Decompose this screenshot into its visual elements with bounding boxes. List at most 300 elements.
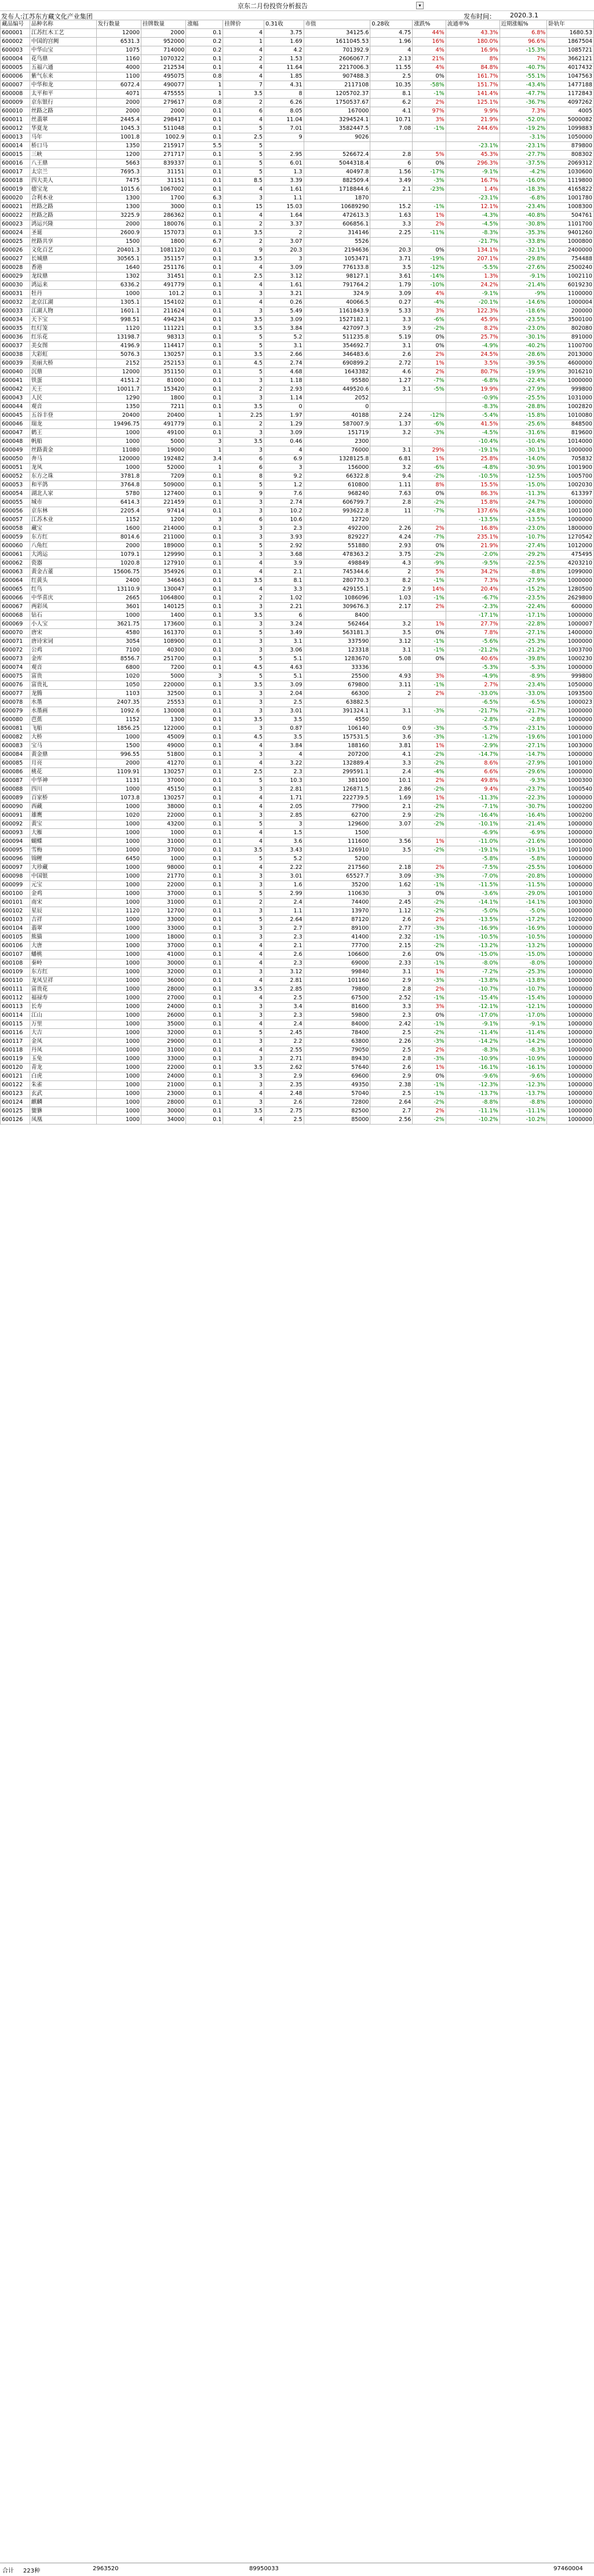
table-cell[interactable]: 4.93 — [370, 672, 413, 681]
table-cell[interactable]: 2.24 — [370, 412, 413, 420]
table-cell[interactable]: 49.8% — [446, 777, 500, 785]
table-cell[interactable]: 829227 — [304, 533, 370, 542]
table-cell[interactable]: 5 — [223, 820, 264, 829]
table-cell[interactable]: 2407.35 — [96, 698, 141, 707]
table-cell[interactable]: 马年 — [30, 133, 96, 142]
table-cell[interactable]: 0.1 — [186, 499, 223, 507]
table-cell[interactable]: 9.4 — [370, 472, 413, 481]
table-cell[interactable]: 6.8% — [500, 29, 547, 38]
table-cell[interactable]: 1079.1 — [96, 551, 141, 559]
table-cell[interactable]: -0.9% — [446, 394, 500, 403]
table-cell[interactable]: 12000 — [96, 368, 141, 377]
table-cell[interactable]: 3.5 — [370, 264, 413, 272]
table-cell[interactable]: 2% — [413, 368, 446, 377]
table-cell[interactable]: 3.11 — [370, 681, 413, 690]
table-cell[interactable]: 2205.4 — [96, 507, 141, 516]
table-cell[interactable]: 4 — [223, 1116, 264, 1125]
table-cell[interactable]: 27.7% — [446, 620, 500, 629]
table-row[interactable] — [1, 1012, 594, 1020]
table-cell[interactable]: 600048 — [1, 438, 30, 446]
table-cell[interactable]: 大雁 — [30, 829, 96, 838]
table-cell[interactable]: 72800 — [304, 1098, 370, 1107]
table-cell[interactable]: 1152 — [96, 716, 141, 725]
table-cell[interactable]: 10011.7 — [96, 385, 141, 394]
table-cell[interactable]: 2% — [413, 777, 446, 785]
table-cell[interactable]: 3 — [223, 638, 264, 646]
table-cell[interactable]: 5 — [223, 333, 264, 342]
table-cell[interactable]: 中华神 — [30, 777, 96, 785]
table-cell[interactable]: 2117108 — [304, 81, 370, 90]
table-cell[interactable]: 600095 — [1, 846, 30, 855]
table-cell[interactable]: 29000 — [141, 1038, 186, 1046]
table-cell[interactable]: 32000 — [141, 1029, 186, 1038]
table-cell[interactable]: -15.4% — [446, 994, 500, 1003]
table-cell[interactable]: 600072 — [1, 646, 30, 655]
table-cell[interactable]: 600119 — [1, 1055, 30, 1064]
table-cell[interactable]: 4 — [223, 568, 264, 577]
table-cell[interactable]: 679800 — [304, 681, 370, 690]
table-cell[interactable]: 0.1 — [186, 29, 223, 38]
table-cell[interactable]: 2% — [413, 220, 446, 229]
table-cell[interactable]: 2.45 — [264, 1029, 304, 1038]
table-cell[interactable]: 161.7% — [446, 72, 500, 81]
table-cell[interactable]: -12.1% — [446, 1003, 500, 1012]
table-cell[interactable]: 雪梅 — [30, 846, 96, 855]
table-cell[interactable]: 24.5% — [446, 351, 500, 359]
table-cell[interactable]: 1131 — [96, 777, 141, 785]
table-cell[interactable]: 1800 — [141, 238, 186, 246]
table-cell[interactable]: 中国银 — [30, 872, 96, 881]
table-cell[interactable]: 0.1 — [186, 594, 223, 603]
table-cell[interactable]: -5.7% — [446, 725, 500, 733]
table-row[interactable] — [1, 933, 594, 942]
table-cell[interactable]: -20.8% — [500, 872, 547, 881]
table-cell[interactable]: 1000 — [96, 1107, 141, 1116]
table-cell[interactable]: 5044318.4 — [304, 159, 370, 168]
table-cell[interactable]: 4 — [264, 751, 304, 759]
table-cell[interactable]: 600066 — [1, 594, 30, 603]
table-cell[interactable]: 1.71 — [264, 794, 304, 803]
table-cell[interactable]: -39.8% — [500, 655, 547, 664]
table-cell[interactable]: 1002110 — [547, 272, 594, 281]
table-cell[interactable]: 3.5 — [223, 985, 264, 994]
table-cell[interactable]: 3054 — [96, 638, 141, 646]
table-cell[interactable]: 498849 — [304, 559, 370, 568]
table-cell[interactable]: 562464 — [304, 620, 370, 629]
table-cell[interactable]: 802080 — [547, 325, 594, 333]
table-row[interactable] — [1, 38, 594, 46]
table-cell[interactable]: 1000 — [96, 438, 141, 446]
table-cell[interactable]: 15.5% — [446, 481, 500, 490]
table-cell[interactable]: 3.5 — [223, 612, 264, 620]
table-cell[interactable]: 2.8 — [370, 1055, 413, 1064]
table-cell[interactable]: 0% — [413, 246, 446, 255]
table-cell[interactable]: 130008 — [141, 707, 186, 716]
table-cell[interactable]: 4005 — [547, 107, 594, 116]
table-cell[interactable]: 奔马 — [30, 455, 96, 464]
table-cell[interactable]: 1000200 — [547, 803, 594, 812]
table-cell[interactable]: 1.4% — [446, 185, 500, 194]
table-cell[interactable]: 2000 — [96, 99, 141, 107]
table-cell[interactable]: 0% — [413, 72, 446, 81]
table-cell[interactable]: 600069 — [1, 620, 30, 629]
table-cell[interactable]: 0.1 — [186, 272, 223, 281]
table-cell[interactable] — [370, 133, 413, 142]
table-cell[interactable]: 0.1 — [186, 1029, 223, 1038]
table-cell[interactable]: 4 — [223, 742, 264, 751]
table-cell[interactable]: 1.03 — [370, 594, 413, 603]
table-cell[interactable]: 78400 — [304, 1029, 370, 1038]
table-cell[interactable]: -9.3% — [500, 777, 547, 785]
table-cell[interactable]: 1.3 — [264, 168, 304, 177]
table-cell[interactable]: 9 — [223, 490, 264, 499]
table-cell[interactable]: 三峡 — [30, 151, 96, 159]
table-cell[interactable]: -13.2% — [446, 942, 500, 951]
table-cell[interactable]: -12.3% — [500, 1081, 547, 1090]
table-cell[interactable]: 3.5 — [223, 846, 264, 855]
table-cell[interactable]: 22000 — [141, 812, 186, 820]
table-cell[interactable]: 600002 — [1, 38, 30, 46]
table-cell[interactable]: 7.3% — [500, 107, 547, 116]
table-row[interactable] — [1, 351, 594, 359]
table-row[interactable] — [1, 516, 594, 525]
table-cell[interactable]: 1000000 — [547, 446, 594, 455]
table-cell[interactable]: 3621.75 — [96, 620, 141, 629]
table-cell[interactable]: 0.1 — [186, 977, 223, 985]
table-cell[interactable]: 1000000 — [547, 977, 594, 985]
table-cell[interactable]: 49100 — [141, 429, 186, 438]
table-cell[interactable]: 2.05 — [264, 803, 304, 812]
table-cell[interactable]: 1002030 — [547, 481, 594, 490]
table-row[interactable] — [1, 733, 594, 742]
table-cell[interactable]: 3.49 — [264, 629, 304, 638]
table-cell[interactable]: 0.1 — [186, 620, 223, 629]
table-cell[interactable]: 3.1 — [370, 646, 413, 655]
table-cell[interactable]: 0.1 — [186, 951, 223, 959]
table-row[interactable] — [1, 803, 594, 812]
table-cell[interactable]: 2.3 — [264, 959, 304, 968]
table-cell[interactable] — [264, 142, 304, 151]
table-cell[interactable]: -9.6% — [500, 1072, 547, 1081]
table-cell[interactable]: 98000 — [141, 864, 186, 872]
table-cell[interactable]: 130047 — [141, 585, 186, 594]
table-cell[interactable]: 1075 — [96, 46, 141, 55]
table-cell[interactable]: 2.55 — [264, 1046, 304, 1055]
column-header[interactable]: 0.28收 — [370, 20, 413, 29]
table-cell[interactable]: 600098 — [1, 872, 30, 881]
table-cell[interactable]: -13.5% — [500, 516, 547, 525]
table-cell[interactable]: 13970 — [304, 907, 370, 916]
table-cell[interactable]: 2.52 — [370, 994, 413, 1003]
table-cell[interactable]: 2.32 — [370, 933, 413, 942]
table-cell[interactable]: 4 — [370, 46, 413, 55]
table-cell[interactable]: 351150 — [141, 368, 186, 377]
table-cell[interactable]: 49350 — [304, 1081, 370, 1090]
table-cell[interactable]: 3 — [223, 307, 264, 316]
dropdown-arrow-icon[interactable]: ▾ — [416, 2, 424, 9]
table-cell[interactable]: 122000 — [141, 725, 186, 733]
table-cell[interactable]: 2.18 — [370, 864, 413, 872]
table-cell[interactable]: 211624 — [141, 307, 186, 316]
table-cell[interactable]: 1000000 — [547, 751, 594, 759]
table-cell[interactable]: 2 — [223, 55, 264, 64]
table-cell[interactable]: 0.1 — [186, 751, 223, 759]
table-cell[interactable]: 翡翠 — [30, 925, 96, 933]
table-cell[interactable]: 97% — [413, 107, 446, 116]
table-cell[interactable]: 123318 — [304, 646, 370, 655]
table-cell[interactable]: 2.77 — [370, 925, 413, 933]
table-cell[interactable]: 98127.1 — [304, 272, 370, 281]
table-cell[interactable]: 1.69 — [370, 794, 413, 803]
table-row[interactable] — [1, 1064, 594, 1072]
table-cell[interactable]: 2.6 — [370, 951, 413, 959]
table-cell[interactable]: 1000 — [96, 1064, 141, 1072]
table-cell[interactable]: 3.1 — [264, 342, 304, 351]
table-cell[interactable]: -4.3% — [446, 212, 500, 220]
table-cell[interactable]: 1 — [186, 412, 223, 420]
table-cell[interactable]: 2.6 — [370, 351, 413, 359]
table-cell[interactable]: -14.1% — [500, 898, 547, 907]
column-header[interactable]: 流通率% — [446, 20, 500, 29]
table-cell[interactable]: 3.1 — [370, 968, 413, 977]
table-row[interactable] — [1, 1046, 594, 1055]
table-cell[interactable]: 1.61 — [264, 185, 304, 194]
table-cell[interactable]: 2.86 — [370, 785, 413, 794]
table-cell[interactable]: 252153 — [141, 359, 186, 368]
table-cell[interactable]: 1300 — [141, 716, 186, 725]
table-cell[interactable]: 2.64 — [264, 916, 304, 925]
table-cell[interactable]: 0.1 — [186, 855, 223, 864]
table-cell[interactable]: 3 — [223, 1072, 264, 1081]
table-cell[interactable]: 5.2 — [264, 855, 304, 864]
table-cell[interactable]: 600008 — [1, 90, 30, 99]
table-cell[interactable]: 1000000 — [547, 829, 594, 838]
table-cell[interactable]: 132889.4 — [304, 759, 370, 768]
table-cell[interactable]: 2.15 — [370, 942, 413, 951]
table-cell[interactable]: 丝路之路 — [30, 107, 96, 116]
table-cell[interactable]: -58% — [413, 81, 446, 90]
table-cell[interactable]: -11.5% — [500, 881, 547, 890]
table-cell[interactable]: 0% — [413, 655, 446, 664]
table-cell[interactable]: 33336 — [304, 664, 370, 672]
table-cell[interactable]: 11.64 — [264, 64, 304, 72]
table-cell[interactable]: 37000 — [141, 777, 186, 785]
table-row[interactable] — [1, 638, 594, 646]
table-cell[interactable]: 1000000 — [547, 838, 594, 846]
table-cell[interactable]: 11080 — [96, 446, 141, 455]
table-cell[interactable]: 宝马 — [30, 742, 96, 751]
table-cell[interactable]: 2.5 — [370, 1046, 413, 1055]
table-cell[interactable]: 3.43 — [264, 846, 304, 855]
table-cell[interactable]: -3% — [413, 1038, 446, 1046]
table-row[interactable] — [1, 507, 594, 516]
table-cell[interactable]: 5 — [223, 672, 264, 681]
table-cell[interactable]: 30565.1 — [96, 255, 141, 264]
table-cell[interactable]: -5.0% — [446, 907, 500, 916]
table-cell[interactable]: 东方之珠 — [30, 472, 96, 481]
table-cell[interactable]: -2% — [413, 1029, 446, 1038]
table-cell[interactable]: 青龙 — [30, 1064, 96, 1072]
table-cell[interactable]: 31000 — [141, 1046, 186, 1055]
table-cell[interactable]: 1000000 — [547, 855, 594, 864]
table-cell[interactable]: 1000 — [96, 785, 141, 794]
table-cell[interactable]: 309676.3 — [304, 603, 370, 612]
table-cell[interactable]: 3 — [223, 507, 264, 516]
table-cell[interactable]: -23.4% — [500, 681, 547, 690]
table-cell[interactable]: 600097 — [1, 864, 30, 872]
table-cell[interactable]: 大鸿运 — [30, 551, 96, 559]
table-cell[interactable]: 22000 — [141, 1064, 186, 1072]
table-cell[interactable]: 299591.1 — [304, 768, 370, 777]
table-cell[interactable]: 35000 — [141, 1020, 186, 1029]
table-cell[interactable]: 59800 — [304, 1012, 370, 1020]
table-cell[interactable]: 690899.2 — [304, 359, 370, 368]
table-cell[interactable]: 1300 — [96, 194, 141, 203]
table-cell[interactable]: 3.75 — [370, 551, 413, 559]
table-row[interactable] — [1, 751, 594, 759]
table-cell[interactable]: 20.3 — [264, 246, 304, 255]
table-cell[interactable]: 0% — [413, 1072, 446, 1081]
table-cell[interactable]: 1085721 — [547, 46, 594, 55]
table-cell[interactable]: 600118 — [1, 1046, 30, 1055]
table-cell[interactable]: 0.46 — [264, 438, 304, 446]
table-cell[interactable]: 5 — [223, 342, 264, 351]
table-cell[interactable]: 0.1 — [186, 1055, 223, 1064]
table-cell[interactable]: 2 — [264, 229, 304, 238]
table-row[interactable] — [1, 177, 594, 185]
table-cell[interactable]: 31151 — [141, 168, 186, 177]
table-cell[interactable]: 5.33 — [370, 307, 413, 316]
table-cell[interactable]: 0 — [264, 403, 304, 412]
table-cell[interactable]: 3.07 — [264, 238, 304, 246]
table-cell[interactable]: 491779 — [141, 281, 186, 290]
table-cell[interactable]: -4.5% — [446, 429, 500, 438]
table-cell[interactable]: -27.9% — [500, 759, 547, 768]
table-cell[interactable]: 2606067.7 — [304, 55, 370, 64]
table-cell[interactable]: 0.1 — [186, 299, 223, 307]
table-cell[interactable]: 1001000 — [547, 733, 594, 742]
table-cell[interactable]: 0.1 — [186, 1046, 223, 1055]
table-cell[interactable]: 3 — [223, 881, 264, 890]
table-cell[interactable]: 2% — [413, 525, 446, 533]
table-cell[interactable]: 4600000 — [547, 359, 594, 368]
table-cell[interactable]: 1000200 — [547, 812, 594, 820]
table-cell[interactable]: 4 — [223, 185, 264, 194]
table-cell[interactable]: 2000 — [141, 29, 186, 38]
table-cell[interactable]: -30.1% — [500, 446, 547, 455]
table-cell[interactable]: 1856.25 — [96, 725, 141, 733]
table-cell[interactable]: 1000 — [96, 829, 141, 838]
table-cell[interactable]: 1000000 — [547, 907, 594, 916]
table-row[interactable] — [1, 1003, 594, 1012]
table-cell[interactable]: 红鸟 — [30, 585, 96, 594]
table-cell[interactable]: 0.1 — [186, 542, 223, 551]
table-cell[interactable]: 745344.6 — [304, 568, 370, 577]
table-cell[interactable]: 2.22 — [264, 864, 304, 872]
table-row[interactable] — [1, 29, 594, 38]
table-cell[interactable]: -11.3% — [500, 490, 547, 499]
table-row[interactable] — [1, 872, 594, 881]
table-cell[interactable]: -18.6% — [500, 307, 547, 316]
table-cell[interactable]: 11 — [370, 507, 413, 516]
table-cell[interactable]: 3 — [223, 551, 264, 559]
table-cell[interactable]: 3.09 — [370, 872, 413, 881]
table-cell[interactable]: 0.1 — [186, 220, 223, 229]
table-row[interactable] — [1, 890, 594, 898]
table-cell[interactable]: 鹤王 — [30, 429, 96, 438]
table-cell[interactable]: -2.0% — [446, 551, 500, 559]
table-cell[interactable]: -11% — [413, 229, 446, 238]
table-cell[interactable]: -31.6% — [500, 429, 547, 438]
table-row[interactable] — [1, 533, 594, 542]
table-cell[interactable]: 180.0% — [446, 38, 500, 46]
table-cell[interactable]: -4% — [413, 768, 446, 777]
table-cell[interactable]: 63800 — [304, 1038, 370, 1046]
table-cell[interactable]: 太平和平 — [30, 90, 96, 99]
table-cell[interactable]: 3.5 — [223, 577, 264, 585]
table-row[interactable] — [1, 1116, 594, 1125]
table-cell[interactable]: 0.1 — [186, 603, 223, 612]
table-cell[interactable]: 600102 — [1, 907, 30, 916]
table-cell[interactable]: 0.1 — [186, 942, 223, 951]
table-cell[interactable]: -17.1% — [500, 612, 547, 620]
table-cell[interactable]: 黄宝 — [30, 820, 96, 829]
table-cell[interactable]: 1000000 — [547, 664, 594, 672]
table-cell[interactable]: 四川 — [30, 785, 96, 794]
table-cell[interactable]: 952000 — [141, 38, 186, 46]
table-cell[interactable]: 0.1 — [186, 107, 223, 116]
table-cell[interactable]: 7% — [500, 55, 547, 64]
table-cell[interactable]: 1680.53 — [547, 29, 594, 38]
table-cell[interactable]: 2300 — [304, 438, 370, 446]
table-row[interactable] — [1, 542, 594, 551]
table-cell[interactable]: 4.5 — [223, 664, 264, 672]
table-cell[interactable]: 4097262 — [547, 99, 594, 107]
table-cell[interactable]: 0.1 — [186, 1072, 223, 1081]
table-row[interactable] — [1, 472, 594, 481]
table-cell[interactable]: 1093500 — [547, 690, 594, 698]
table-cell[interactable]: 0.1 — [186, 559, 223, 568]
table-cell[interactable]: 0.1 — [186, 64, 223, 72]
table-cell[interactable]: 337590 — [304, 638, 370, 646]
table-cell[interactable]: 6531.3 — [96, 38, 141, 46]
table-cell[interactable]: 4 — [223, 116, 264, 125]
table-cell[interactable]: 0.1 — [186, 681, 223, 690]
table-cell[interactable]: 600058 — [1, 525, 30, 533]
table-cell[interactable]: -29.0% — [500, 890, 547, 898]
table-cell[interactable]: 79800 — [304, 985, 370, 994]
table-cell[interactable]: 907488.3 — [304, 72, 370, 81]
table-cell[interactable]: 3 — [223, 394, 264, 403]
table-cell[interactable]: 5780 — [96, 490, 141, 499]
table-cell[interactable]: -3% — [413, 925, 446, 933]
table-cell[interactable]: 491779 — [141, 420, 186, 429]
table-cell[interactable]: 丝路之路 — [30, 212, 96, 220]
table-cell[interactable]: 600086 — [1, 768, 30, 777]
table-cell[interactable]: 21.9% — [446, 116, 500, 125]
table-cell[interactable]: 34000 — [141, 1116, 186, 1125]
table-cell[interactable]: 1000 — [96, 733, 141, 742]
table-cell[interactable]: 3 — [223, 1098, 264, 1107]
table-cell[interactable]: 0.1 — [186, 212, 223, 220]
table-cell[interactable]: -5.6% — [446, 638, 500, 646]
table-cell[interactable] — [413, 829, 446, 838]
table-cell[interactable]: 2.21 — [264, 603, 304, 612]
table-cell[interactable]: 1008300 — [547, 203, 594, 212]
table-cell[interactable]: 3 — [223, 533, 264, 542]
table-cell[interactable]: 香港 — [30, 264, 96, 272]
table-cell[interactable]: 28000 — [141, 1098, 186, 1107]
